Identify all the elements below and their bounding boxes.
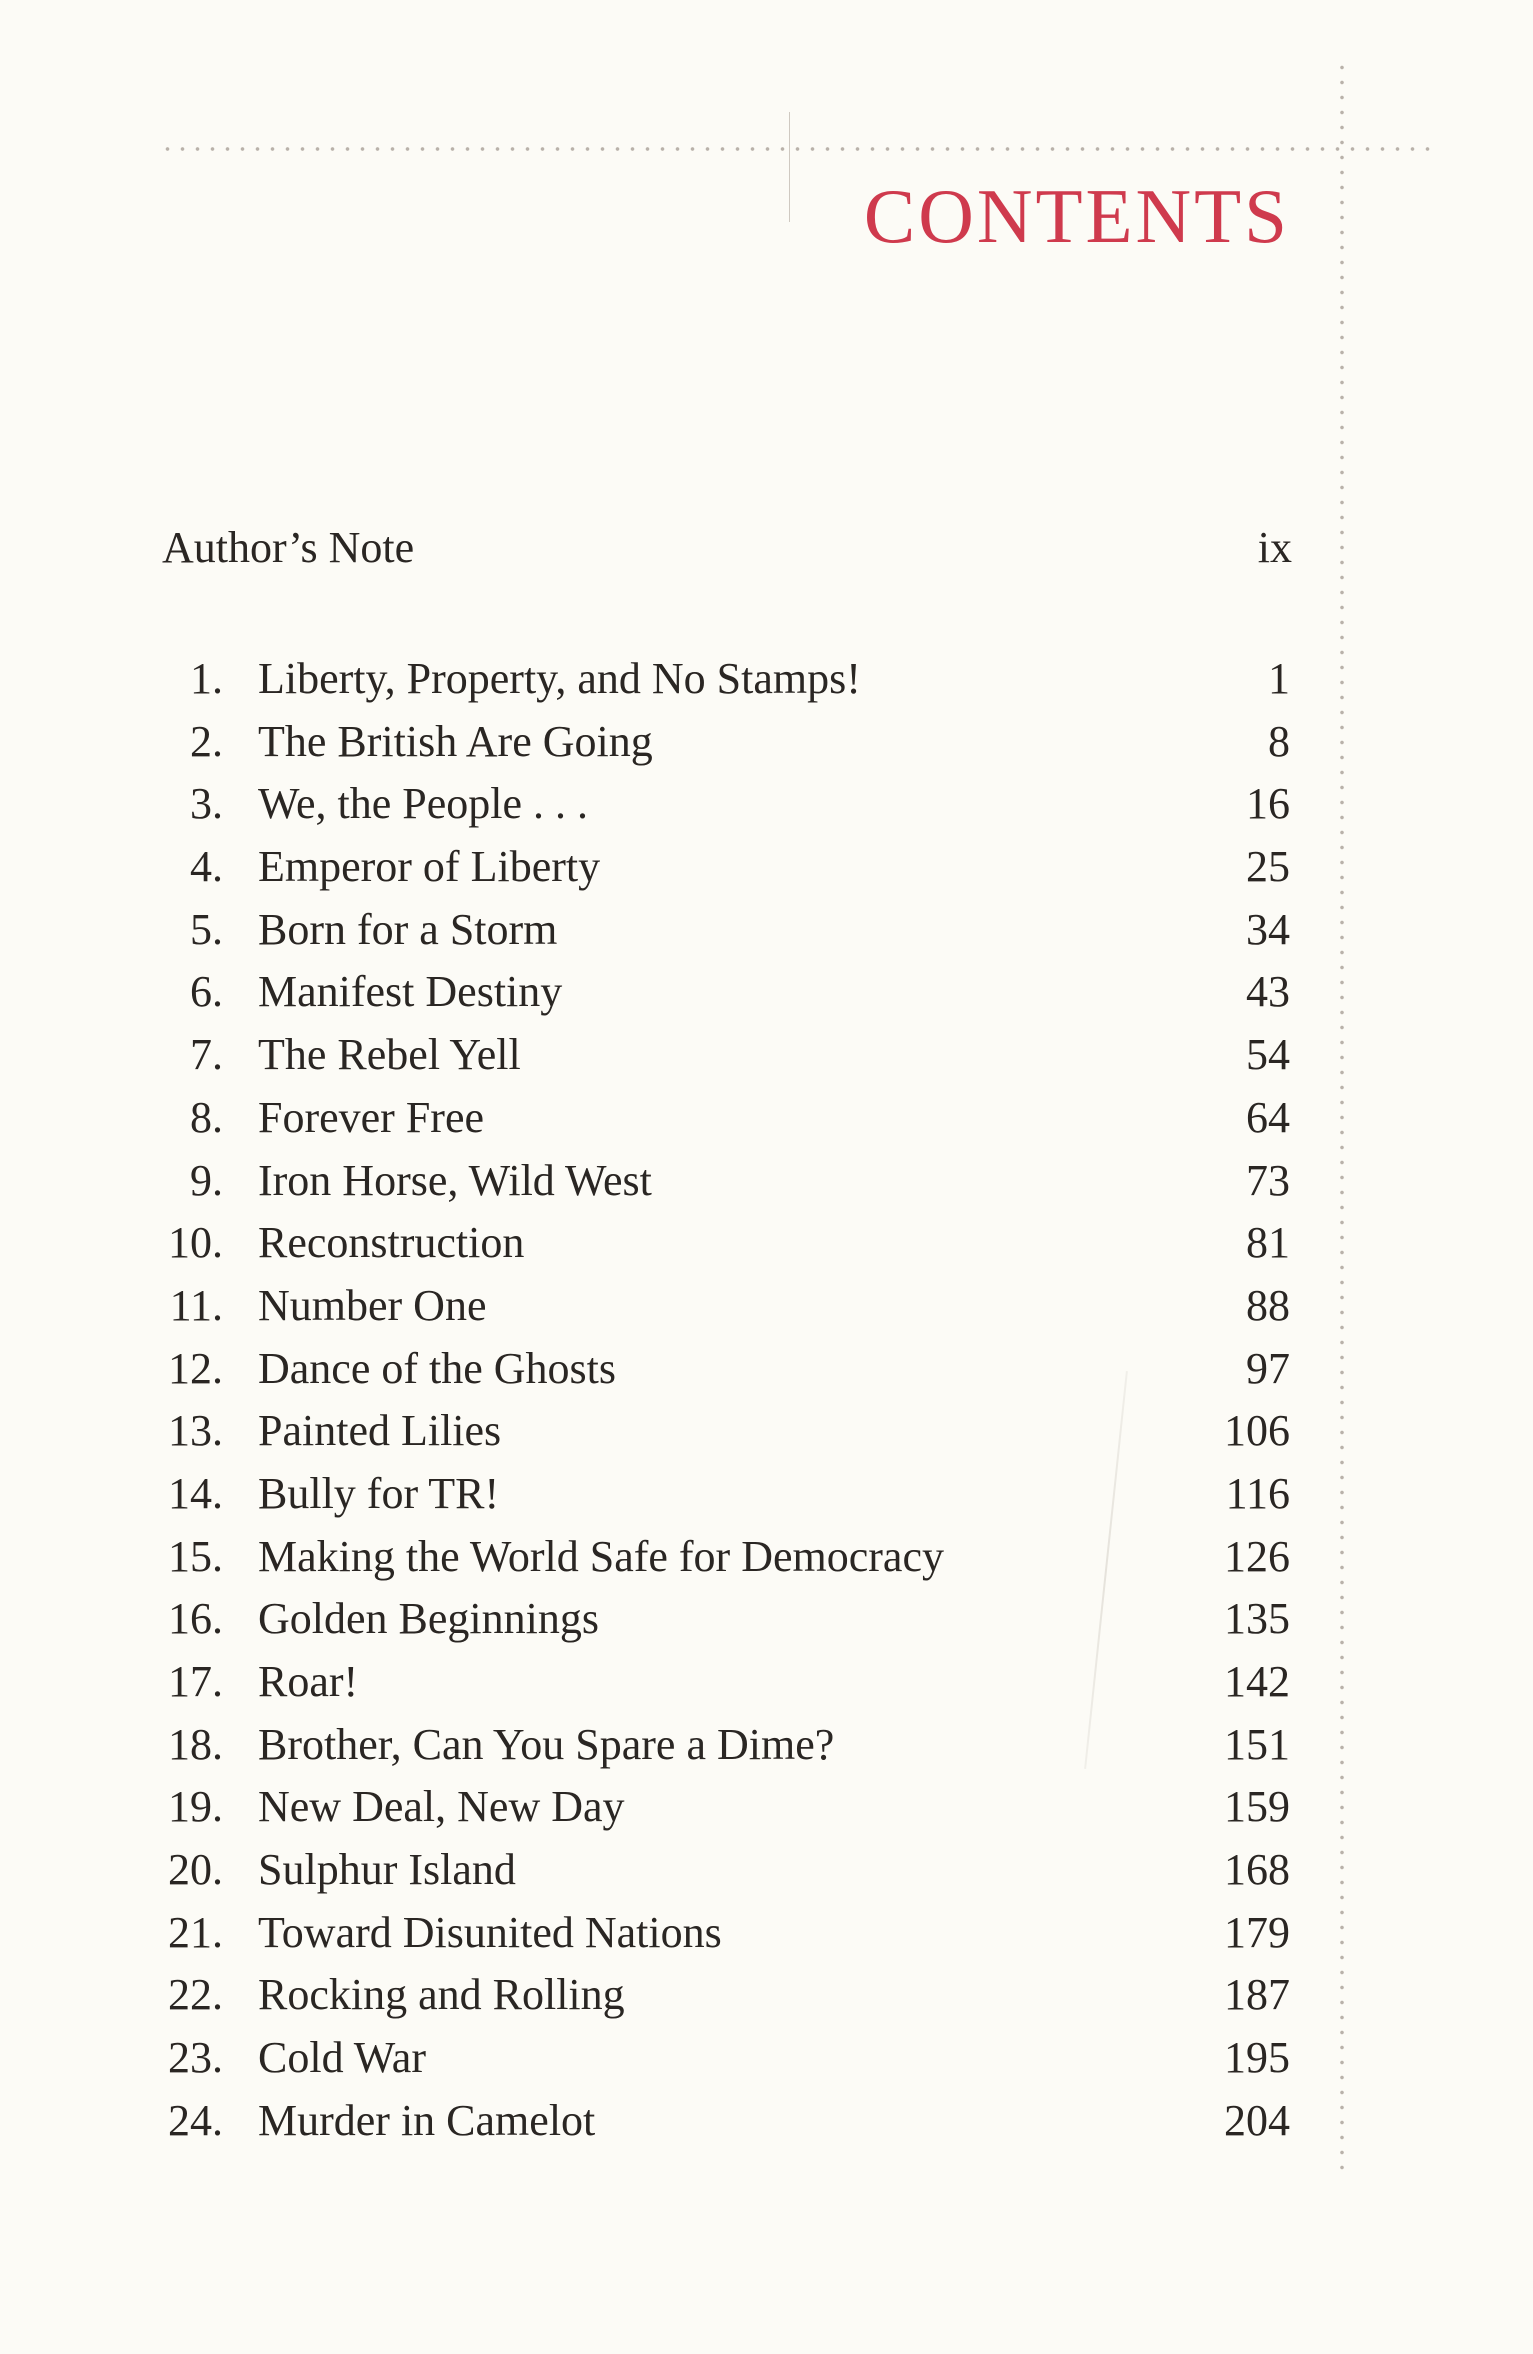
chapter-title: Number One [258, 1280, 487, 1330]
chapter-page: 8 [1268, 716, 1290, 766]
chapter-entry[interactable] [140, 961, 1290, 1024]
chapter-page: 16 [1246, 779, 1290, 829]
chapter-page: 81 [1246, 1218, 1290, 1268]
chapter-page: 64 [1246, 1092, 1290, 1142]
chapter-title: Painted Lilies [258, 1406, 502, 1456]
chapter-title: Murder in Camelot [258, 2095, 596, 2145]
chapter-entry[interactable] [140, 773, 1290, 836]
chapter-entry[interactable] [140, 2090, 1290, 2153]
chapter-list [140, 648, 1290, 2153]
chapter-number: 12. [168, 1343, 223, 1393]
chapter-title: Bully for TR! [258, 1468, 500, 1518]
chapter-number: 7. [190, 1030, 223, 1080]
chapter-title: Dance of the Ghosts [258, 1343, 617, 1393]
chapter-title: The British Are Going [258, 716, 653, 766]
chapter-title: Toward Disunited Nations [258, 1907, 722, 1957]
chapter-number: 5. [190, 904, 223, 954]
chapter-entry[interactable] [140, 1839, 1290, 1902]
chapter-page: 106 [1224, 1406, 1290, 1456]
chapter-page: 151 [1224, 1719, 1290, 1769]
chapter-page: 116 [1225, 1468, 1290, 1518]
chapter-number: 4. [190, 842, 223, 892]
chapter-number: 24. [168, 2095, 223, 2145]
chapter-number: 10. [168, 1218, 223, 1268]
chapter-number: 21. [168, 1907, 223, 1957]
chapter-entry[interactable] [140, 2027, 1290, 2090]
chapter-page: 1 [1268, 654, 1290, 703]
chapter-number: 16. [168, 1594, 223, 1644]
chapter-page: 54 [1246, 1030, 1290, 1080]
chapter-number: 18. [168, 1719, 223, 1769]
chapter-page: 97 [1246, 1343, 1290, 1393]
chapter-entry[interactable] [140, 648, 1290, 711]
chapter-page: 43 [1246, 967, 1290, 1017]
chapter-number: 19. [168, 1782, 223, 1832]
chapter-entry[interactable] [140, 711, 1290, 774]
dotted-rule-horizontal [160, 147, 1430, 151]
chapter-number: 14. [168, 1468, 223, 1518]
chapter-title: Golden Beginnings [258, 1594, 599, 1644]
chapter-number: 15. [168, 1531, 223, 1581]
chapter-page: 168 [1224, 1845, 1290, 1895]
chapter-title: Liberty, Property, and No Stamps! [258, 654, 861, 703]
chapter-entry[interactable] [140, 1150, 1290, 1213]
chapter-entry[interactable] [140, 1651, 1290, 1714]
chapter-number: 13. [168, 1406, 223, 1456]
chapter-entry[interactable] [140, 1776, 1290, 1839]
chapter-title: Making the World Safe for Democracy [258, 1531, 944, 1581]
chapter-entry[interactable] [140, 899, 1290, 962]
chapter-number: 2. [190, 716, 223, 766]
chapter-entry[interactable] [140, 1714, 1290, 1777]
heading-tick-mark [789, 112, 790, 222]
chapter-number: 1. [190, 654, 223, 703]
chapter-number: 20. [168, 1845, 223, 1895]
authors-note-page: ix [1257, 523, 1292, 572]
chapter-entry[interactable] [140, 1588, 1290, 1651]
chapter-page: 159 [1224, 1782, 1290, 1832]
chapter-title: Manifest Destiny [258, 967, 563, 1017]
chapter-title: Forever Free [258, 1092, 485, 1142]
chapter-entry[interactable] [140, 1275, 1290, 1338]
chapter-entry[interactable] [140, 1338, 1290, 1401]
chapter-page: 142 [1224, 1657, 1290, 1706]
chapter-title: Roar! [258, 1657, 359, 1706]
chapter-number: 22. [168, 1970, 223, 2020]
chapter-entry[interactable] [140, 1526, 1290, 1589]
dotted-rule-vertical [1340, 60, 1344, 2170]
chapter-entry[interactable] [140, 836, 1290, 899]
chapter-entry[interactable] [140, 1024, 1290, 1087]
chapter-title: We, the People . . . [258, 779, 589, 829]
chapter-number: 17. [168, 1657, 223, 1706]
chapter-page: 25 [1246, 842, 1290, 892]
chapter-page: 187 [1224, 1970, 1290, 2020]
chapter-title: Cold War [258, 2033, 426, 2083]
chapter-entry[interactable] [140, 1964, 1290, 2027]
chapter-title: Emperor of Liberty [258, 842, 601, 892]
chapter-title: Sulphur Island [258, 1845, 516, 1895]
chapter-title: New Deal, New Day [258, 1782, 625, 1832]
chapter-page: 179 [1224, 1907, 1290, 1957]
chapter-number: 9. [190, 1155, 223, 1205]
chapter-title: Born for a Storm [258, 904, 558, 954]
chapter-entry[interactable] [140, 1400, 1290, 1463]
chapter-title: Iron Horse, Wild West [258, 1155, 652, 1205]
authors-note-label: Author’s Note [162, 523, 415, 572]
chapter-page: 73 [1246, 1155, 1290, 1205]
chapter-page: 34 [1246, 904, 1290, 954]
chapter-page: 195 [1224, 2033, 1290, 2083]
chapter-page: 126 [1224, 1531, 1290, 1581]
chapter-number: 23. [168, 2033, 223, 2083]
chapter-number: 8. [190, 1092, 223, 1142]
chapter-number: 3. [190, 779, 223, 829]
chapter-entry[interactable] [140, 1902, 1290, 1965]
chapter-page: 88 [1246, 1280, 1290, 1330]
chapter-entry[interactable] [140, 1212, 1290, 1275]
chapter-title: Rocking and Rolling [258, 1970, 625, 2020]
page-title: CONTENTS [863, 173, 1290, 259]
chapter-number: 6. [190, 967, 223, 1017]
chapter-title: The Rebel Yell [258, 1030, 521, 1080]
chapter-number: 11. [169, 1280, 223, 1330]
chapter-page: 135 [1224, 1594, 1290, 1644]
chapter-title: Reconstruction [258, 1218, 525, 1268]
chapter-entry[interactable] [140, 1463, 1290, 1526]
chapter-title: Brother, Can You Spare a Dime? [258, 1719, 835, 1769]
chapter-entry[interactable] [140, 1087, 1290, 1150]
chapter-page: 204 [1224, 2095, 1290, 2145]
